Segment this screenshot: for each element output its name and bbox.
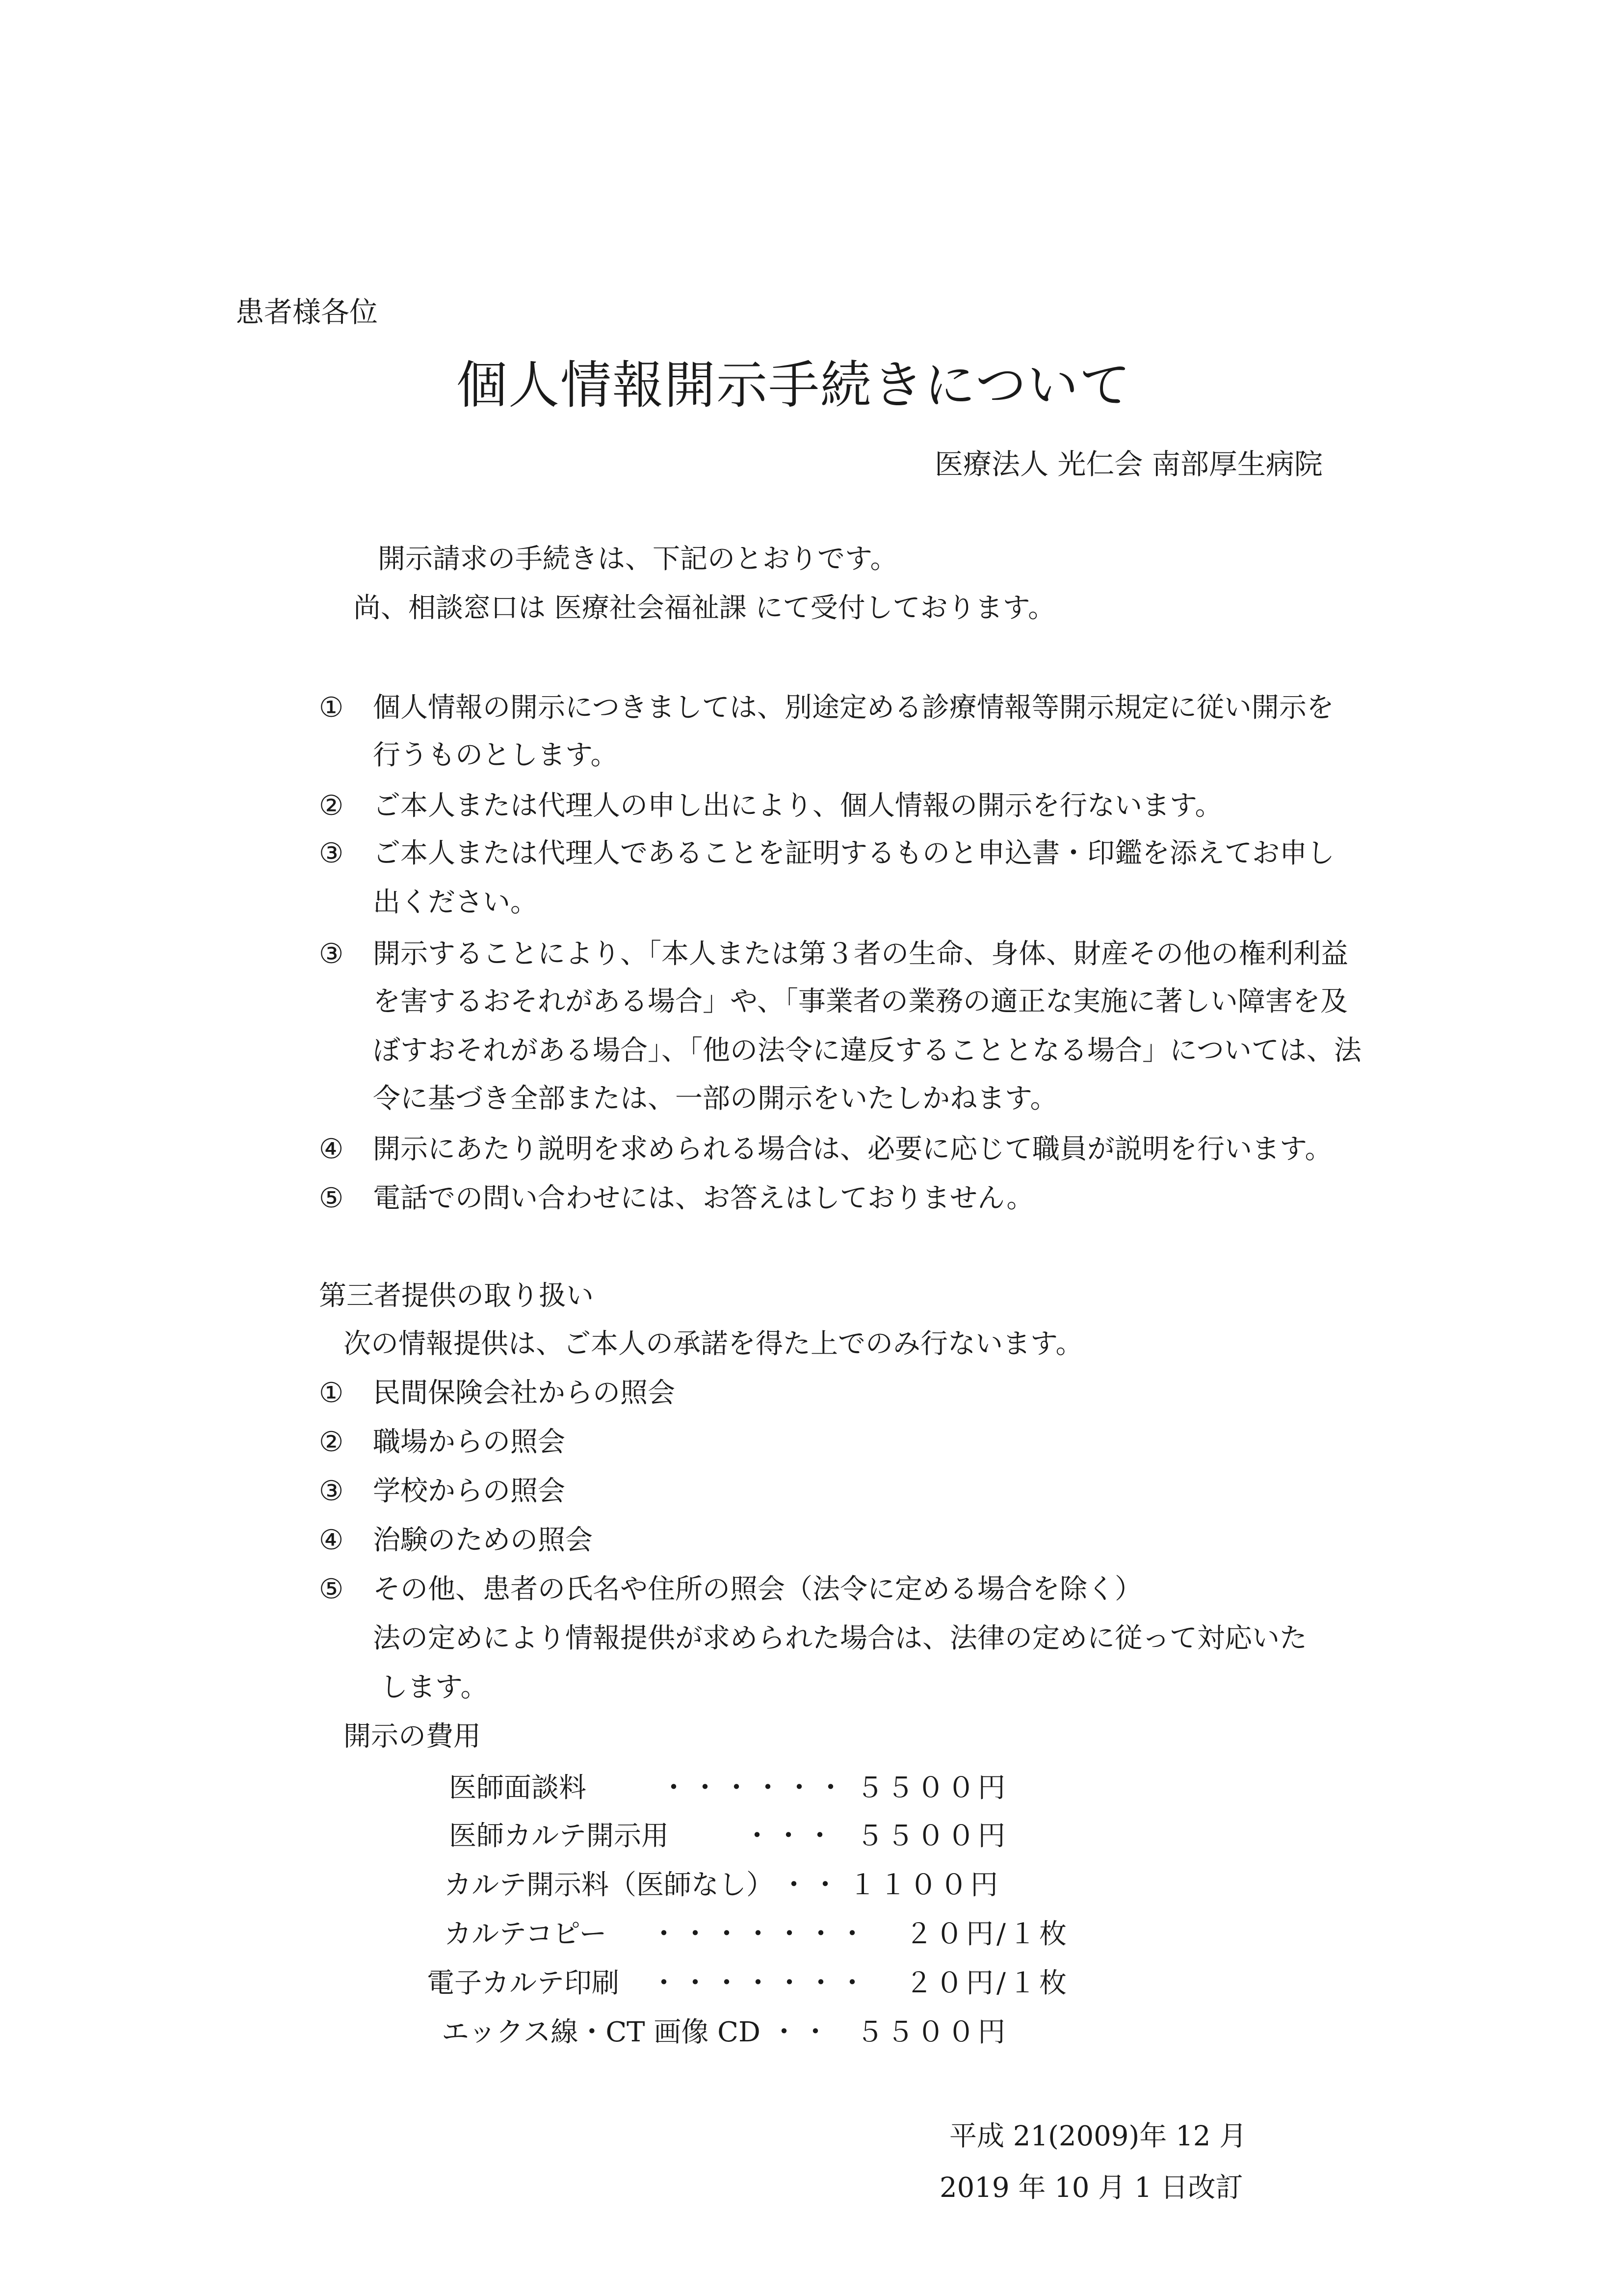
procedure-item [319,1132,1333,1167]
procedure-text: 開示することにより、「本人または第３者の生命、身体、財産その他の権利利益 [373,938,1348,970]
procedure-text-continued: ぼすおそれがある場合」、「他の法令に違反することとなる場合」については、法 [373,1035,1362,1067]
fee-price: ５５００円 [856,1820,1008,1852]
fee-price: ５５００円 [856,1772,1008,1804]
intro-line-2: 尚、相談窓口は 医療社会福祉課 にて受付しております。 [353,592,1056,624]
fee-name: カルテコピー [444,1918,607,1950]
procedure-text: 電話での問い合わせには、お答えはしておりません。 [373,1182,1034,1214]
procedure-number: ① [319,692,344,724]
fee-dots: ・・・ [743,1820,838,1852]
procedure-item [319,1181,1034,1216]
procedure-text: ご本人または代理人の申し出により、個人情報の開示を行ないます。 [373,790,1223,822]
revised-date: 2019 年 10 月 1 日改訂 [940,2172,1243,2204]
third-party-item [319,1523,593,1558]
third-party-number: ② [319,1426,344,1458]
third-party-item [319,1572,1142,1607]
third-party-item [319,1474,565,1509]
procedure-number: ③ [319,938,344,970]
fee-name: 医師面談料 [449,1772,586,1804]
procedure-item [319,937,1348,971]
third-party-item [319,1376,675,1410]
fees-heading: 開示の費用 [343,1721,481,1752]
procedure-text: ご本人または代理人であることを証明するものと申込書・印鑑を添えてお申し [373,837,1335,869]
fee-price: ２０円/１枚 [905,1918,1070,1950]
fee-name: 医師カルテ開示用 [449,1820,669,1852]
procedure-text: 個人情報の開示につきましては、別途定める診療情報等開示規定に従い開示を [373,692,1334,724]
page-title: 個人情報開示手続きについて [456,355,1131,415]
third-party-number: ③ [319,1475,344,1507]
procedure-item [319,836,1335,871]
organization-name: 医療法人 光仁会 南部厚生病院 [935,447,1323,481]
third-party-number: ① [319,1377,344,1409]
fee-price: １１００円 [849,1869,1001,1901]
intro-line-1: 開示請求の手続きは、下記のとおりです。 [378,543,898,575]
third-party-text: 治験のための照会 [373,1524,593,1556]
fee-dots: ・・ [770,2016,833,2048]
third-party-number: ⑤ [319,1573,344,1605]
third-party-number: ④ [319,1524,344,1556]
procedure-number: ④ [319,1133,344,1165]
procedure-text-continued: を害するおそれがある場合」や、「事業者の業務の適正な実施に著しい障害を及 [373,986,1348,1018]
procedure-text: 開示にあたり説明を求められる場合は、必要に応じて職員が説明を行います。 [373,1133,1333,1165]
fee-price: ２０円/１枚 [905,1967,1070,1999]
salutation: 患者様各位 [236,295,378,329]
third-party-text: 民間保険会社からの照会 [373,1377,675,1409]
procedure-text-continued: 出ください。 [373,887,538,918]
procedure-text-continued: 行うものとします。 [373,739,618,771]
third-party-item [319,1425,565,1460]
procedure-number: ③ [319,837,344,869]
procedure-text-continued: 令に基づき全部または、一部の開示をいたしかねます。 [373,1083,1058,1115]
fee-price: ５５００円 [856,2016,1008,2048]
fee-name: 電子カルテ印刷 [427,1967,619,1999]
fee-name: エックス線・CT 画像 CD [442,2016,760,2048]
procedure-number: ⑤ [319,1182,344,1214]
fee-dots: ・・・・・・ [660,1772,848,1804]
third-party-note: 法の定めにより情報提供が求められた場合は、法律の定めに従って対応いた [373,1622,1307,1654]
procedure-number: ② [319,790,344,822]
fee-dots: ・・・・・・・ [650,1918,870,1950]
fee-dots: ・・ [780,1869,843,1901]
procedure-item [319,691,1334,725]
third-party-heading: 第三者提供の取り扱い [319,1280,594,1312]
third-party-note: します。 [380,1671,488,1703]
procedure-item [319,789,1223,823]
issued-date: 平成 21(2009)年 12 月 [949,2120,1247,2152]
third-party-text: その他、患者の氏名や住所の照会（法令に定める場合を除く） [373,1573,1142,1605]
third-party-intro: 次の情報提供は、ご本人の承諾を得た上でのみ行ないます。 [343,1328,1083,1360]
third-party-text: 学校からの照会 [373,1475,565,1507]
fee-name: カルテ開示料（医師なし） [444,1869,774,1901]
third-party-text: 職場からの照会 [373,1426,565,1458]
fee-dots: ・・・・・・・ [650,1967,870,1999]
